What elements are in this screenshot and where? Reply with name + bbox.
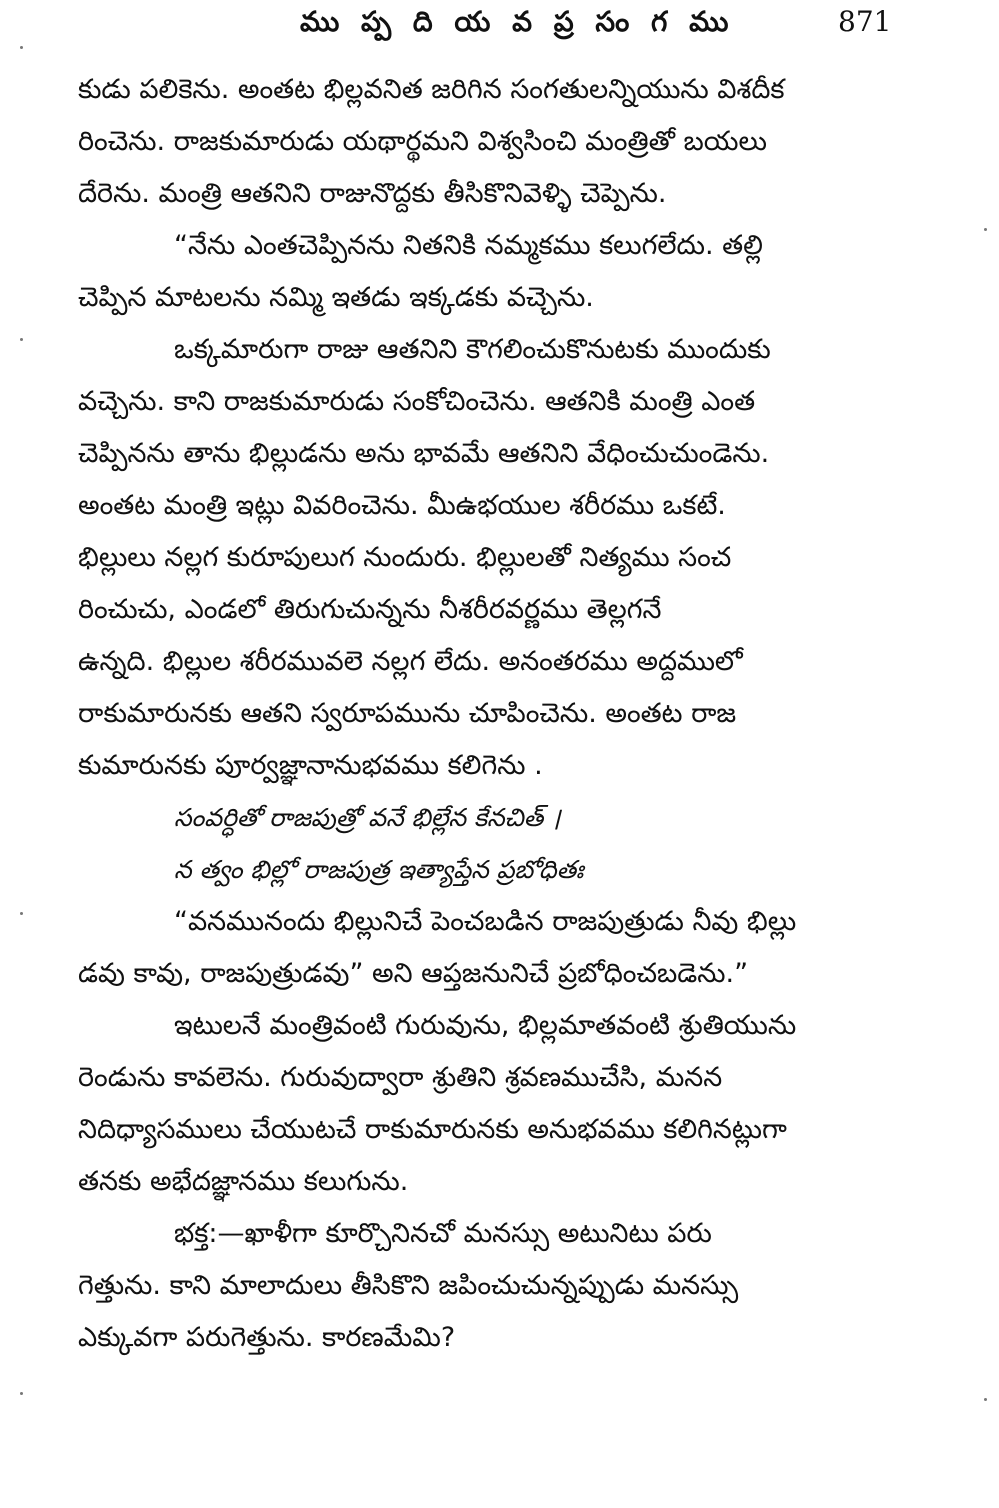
text-line: ఇటులనే మంత్రివంటి గురువును, భిల్లమాతవంటి శ్రుతియును xyxy=(174,1010,797,1041)
text-line: భక్త:—ఖాళీగా కూర్చొనినచో మనస్సు అటునిటు పరు xyxy=(174,1218,712,1249)
page-number: 871 xyxy=(838,5,892,38)
text-line: అంతట మంత్రి ఇట్లు వివరించెను. మీఉభయుల శరీరము ఒకటే. xyxy=(78,490,726,521)
text-line: డవు కావు, రాజపుత్రుడవు” అని ఆప్తజనునిచే ప్రబోధించబడెను.” xyxy=(78,958,749,989)
text-line: రించెను. రాజకుమారుడు యథార్థమని విశ్వసించి మంత్రితో బయలు xyxy=(78,126,767,157)
text-line: రాకుమారునకు ఆతని స్వరూపమును చూపించెను. అంతట రాజ xyxy=(78,698,737,729)
text-line: వచ్చెను. కాని రాజకుమారుడు సంకోచించెను. ఆతనికి మంత్రి ఎంత xyxy=(78,386,756,417)
margin-mark xyxy=(20,338,23,341)
running-head: ము ప్ప ది య వ ప్ర సం గ ము xyxy=(300,5,735,38)
text-line: భిల్లులు నల్లగ కురూపులుగ నుందురు. భిల్లులతో నిత్యము సంచ xyxy=(78,542,732,573)
text-line: ఒక్కమారుగా రాజు ఆతనిని కౌగలించుకొనుటకు ముందుకు xyxy=(174,334,771,365)
text-line: తనకు అభేదజ్ఞానము కలుగును. xyxy=(78,1166,409,1197)
body-text xyxy=(78,64,918,1364)
margin-mark xyxy=(20,912,23,915)
text-line: ఎక్కువగా పరుగెత్తును. కారణమేమి? xyxy=(78,1322,456,1353)
text-line: కుమారునకు పూర్వజ్ఞానానుభవము కలిగెను . xyxy=(78,750,543,781)
text-line: గెత్తును. కాని మాలాదులు తీసికొని జపించుచున్నప్పుడు మనస్సు xyxy=(78,1270,739,1301)
text-line: కుడు పలికెను. అంతట భిల్లవనిత జరిగిన సంగతులన్నియును విశదీక xyxy=(78,74,785,105)
margin-mark xyxy=(984,228,987,231)
text-line: చెప్పినను తాను భిల్లుడను అను భావమే ఆతనిని వేధించుచుండెను. xyxy=(78,438,770,469)
text-line: నిదిధ్యాసములు చేయుటచే రాకుమారునకు అనుభవము కలిగినట్లుగా xyxy=(78,1114,787,1145)
text-line: రించుచు, ఎండలో తిరుగుచున్నను నీశరీరవర్ణము తెల్లగనే xyxy=(78,594,662,625)
margin-mark xyxy=(20,1392,23,1395)
text-line: ఉన్నది. భిల్లుల శరీరమువలె నల్లగ లేదు. అనంతరము అద్దములో xyxy=(78,646,743,677)
margin-mark xyxy=(20,46,23,49)
sanskrit-verse-line: సంవర్ధితో రాజపుత్రో వనే భిల్లేన కేనచిత్ । xyxy=(174,803,561,832)
text-line: దేరెను. మంత్రి ఆతనిని రాజునొద్దకు తీసికొనివెళ్ళి చెప్పెను. xyxy=(78,178,667,209)
text-line: రెండును కావలెను. గురువుద్వారా శ్రుతిని శ్రవణముచేసి, మనన xyxy=(78,1062,723,1093)
text-line: “నేను ఎంతచెప్పినను నితనికి నమ్మకము కలుగలేదు. తల్లి xyxy=(174,230,763,261)
sanskrit-verse-line: న త్వం భిల్లో రాజపుత్ర ఇత్యాప్తేన ప్రబోధితః xyxy=(174,855,584,884)
text-line: “వనమునందు భిల్లునిచే పెంచబడిన రాజపుత్రుడు నీవు భిల్లు xyxy=(174,906,797,937)
margin-mark xyxy=(984,1398,987,1401)
text-line: చెప్పిన మాటలను నమ్మి ఇతడు ఇక్కడకు వచ్చెను. xyxy=(78,282,594,313)
